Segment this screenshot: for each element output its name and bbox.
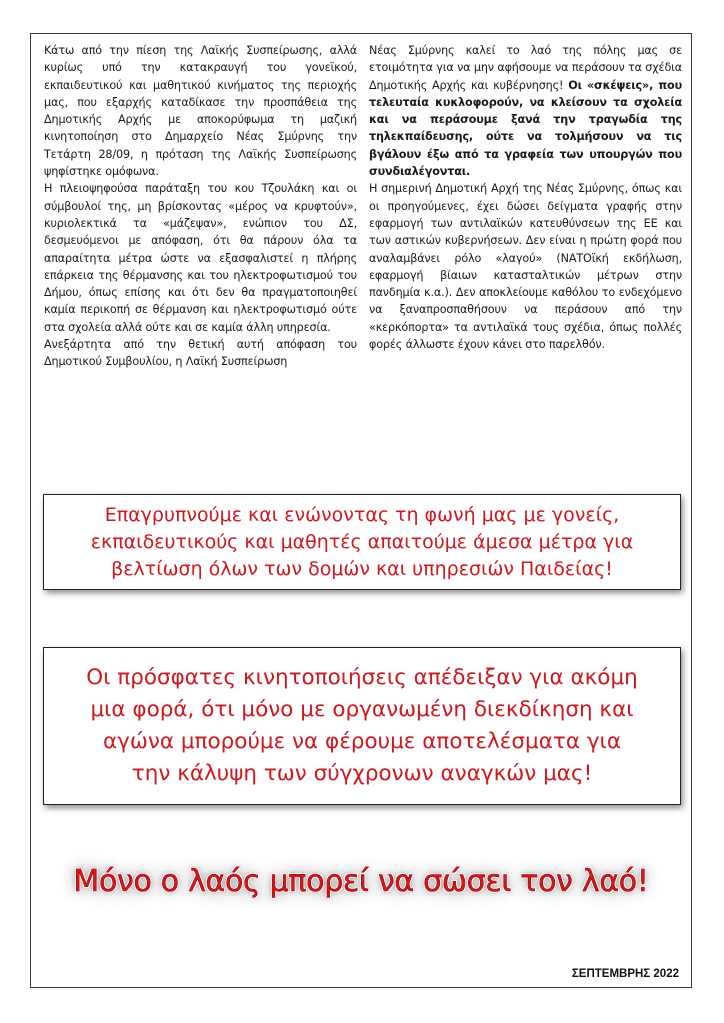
callout-line: εκπαιδευτικούς και μαθητές απαιτούμε άμεσα μέτρα για <box>90 530 634 553</box>
footer-date: ΣΕΠΤΕΜΒΡΗΣ 2022 <box>571 968 679 980</box>
callout-line: βελτίωση όλων των δομών και υπηρεσιών Παιδείας! <box>111 557 613 580</box>
paragraph <box>369 42 682 180</box>
paragraph-text: Νέας Σμύρνης καλεί το λαό της πόλης μας σε ετοιμότητα για να μην αφήσουμε να περάσουν τα σχέδια Δημοτικής Αρχής και κυβέρνησης! <box>369 44 682 92</box>
callout-line: την κάλυψη των σύγχρονων αναγκών μας! <box>131 761 593 786</box>
paragraph: Η πλειοψηφούσα παράταξη του κου Τζουλάκη και οι σύμβουλοί της, μη βρίσκοντας «μέρος να κρυφτούν», κυριολεκτικά τα «μάζεψαν», ενώπιον του ΔΣ, δεσμευόμενοι με απόφαση, ότι θα πάρουν όλα τα απαραίτητα μέτρα ώστε να εξασφαλιστεί η πλήρης επάρκεια της θέρμανσης και του ηλεκτροφωτισμού του Δήμου, όπως επίσης και ότι δεν θα πραγματοποιηθεί καμία περικοπή σε θέρμανση και ηλεκτροφωτισμό ούτε στα σχολεία αλλά ούτε και σε καμία άλλη υπηρεσία. <box>44 182 357 334</box>
paragraph: Η σημερινή Δημοτική Αρχή της Νέας Σμύρνης, όπως και οι προηγούμενες, έχει δώσει δείγματα γραφής στην εφαρμογή των αντιλαϊκών κατευθύνσεων της ΕΕ και των αστικών κυβερνήσεων. Δεν είναι η πρώτη φορά που αναλαμβάνει ρόλο «λαγού» (ΝΑΤΟϊκή εκδήλωση, εφαρμογή βίαιων κατασταλτικών μέτρων στην πανδημία κ.α.). Δεν αποκλείουμε καθόλου το ενδεχόμενο να ξαναπροσπαθήσουν να περάσουν από την «κερκόπορτα» τα αντιλαϊκά τους σχέδια, όπως πολλές φορές άλλωστε έχουν κάνει στο παρελθόν. <box>369 182 682 352</box>
callout-line: μια φορά, ότι μόνο με οργανωμένη διεκδίκηση και <box>90 697 634 722</box>
paragraph: Κάτω από την πίεση της Λαϊκής Συσπείρωσης, αλλά κυρίως υπό την κατακραυγή του γονεϊκού, εκπαιδευτικού και μαθητικού κινήματος της περιοχής μας, που εξαρχής καταδίκασε την προσπάθεια της Δημοτικής Αρχής με αποκορύφωμα τη μαζική κινητοποίηση στο Δημαρχείο Νέας Σμύρνης την Τετάρτη 28/09, η πρόταση της Λαϊκής Συσπείρωσης ψηφίστηκε ομόφωνα. <box>44 44 357 179</box>
callout-line: αγώνα μπορούμε να φέρουμε αποτελέσματα για <box>102 729 622 754</box>
paragraph: Ανεξάρτητα από την θετική αυτή απόφαση του Δημοτικού Συμβουλίου, η Λαϊκή Συσπείρωση <box>44 338 357 369</box>
callout-line: Επαγρυπνούμε και ενώνοντας τη φωνή μας με γονείς, <box>104 503 620 526</box>
article-column-right <box>369 42 682 371</box>
article-column-left <box>44 42 357 371</box>
callout-box-demands <box>43 494 681 590</box>
article-columns <box>44 42 682 371</box>
callout-box-mobilizations <box>43 647 681 805</box>
callout-text <box>80 662 644 790</box>
paragraph-emphasis: Οι «σκέψεις», που τελευταία κυκλοφορούν, να κλείσουν τα σχολεία και να περάσουμε ξανά την τραγωδία της τηλεκπαίδευσης, ούτε να τολμήσουν να τις βγάλουν έξω από τα γραφεία των υπουργών που συνδιαλέγονται. <box>369 78 682 179</box>
callout-text <box>85 502 639 583</box>
page-frame <box>30 33 692 988</box>
slogan-heading: Μόνο ο λαός μπορεί να σώσει τον λαό! <box>73 864 649 899</box>
callout-line: Οι πρόσφατες κινητοποιήσεις απέδειξαν για ακόμη <box>86 665 638 690</box>
